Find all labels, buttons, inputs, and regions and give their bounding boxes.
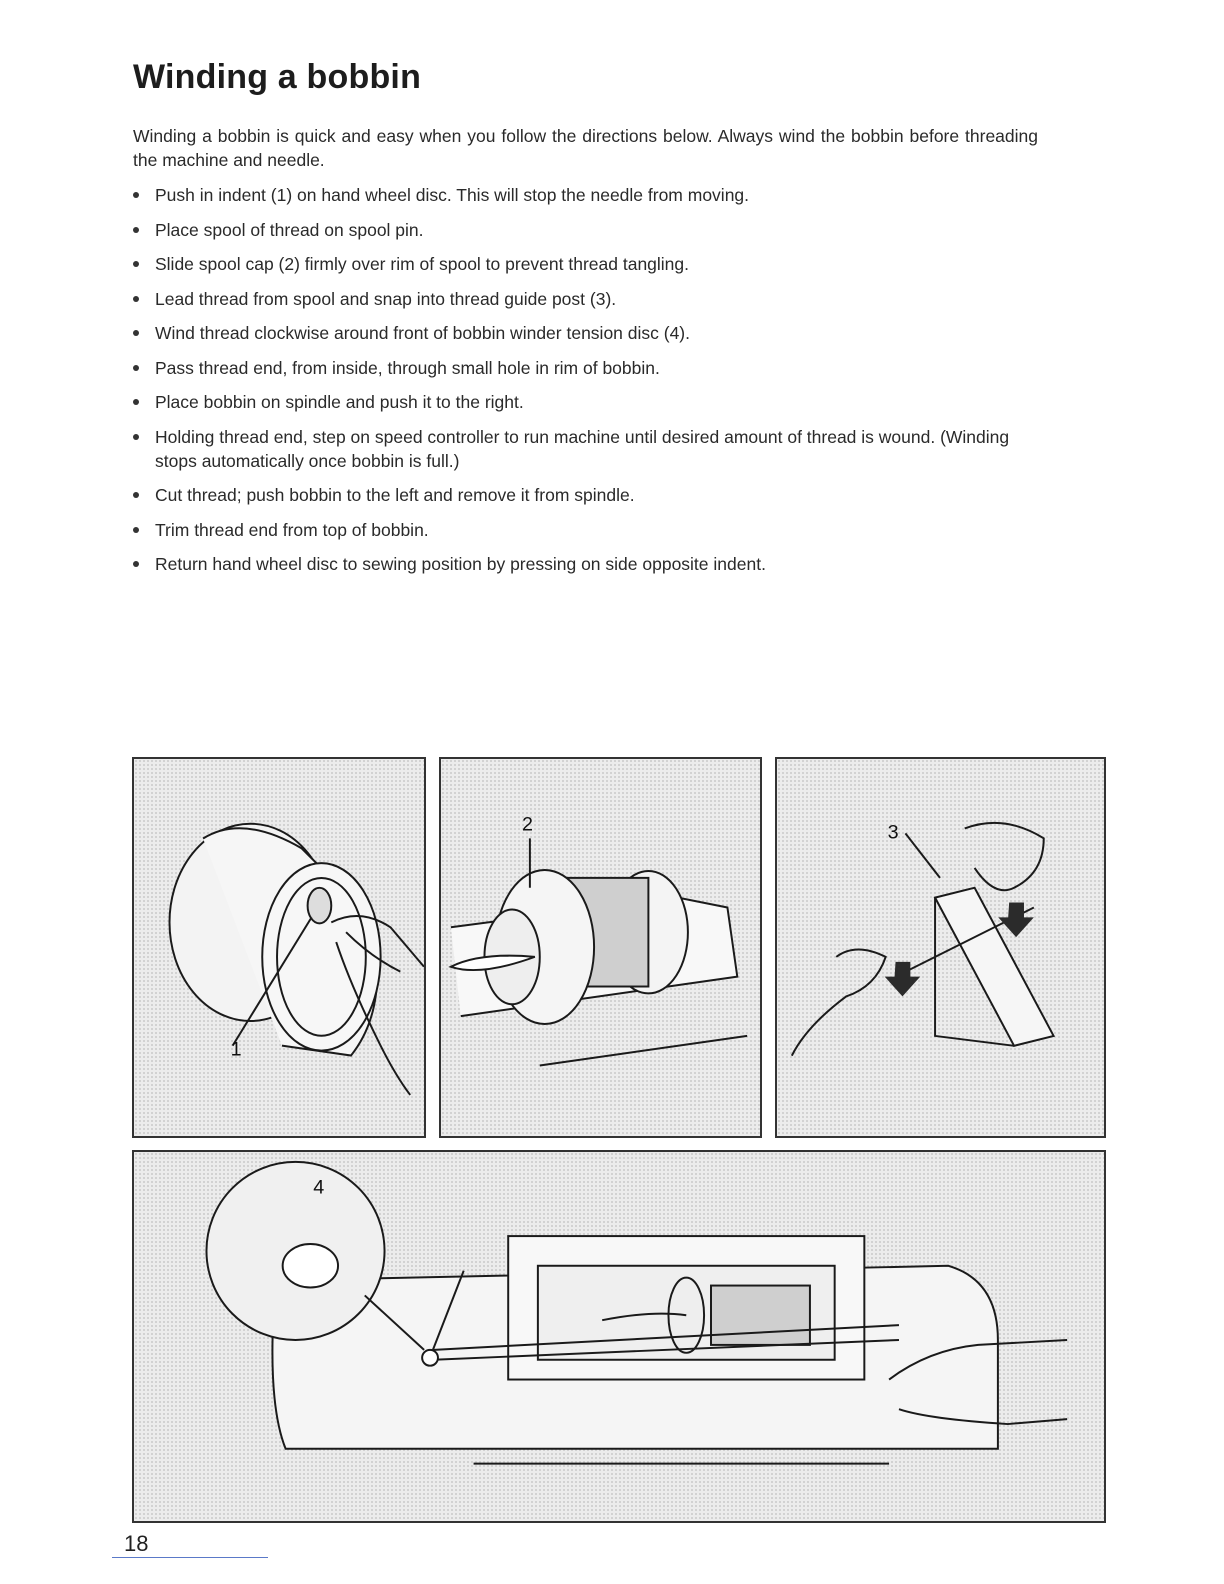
bullet-icon bbox=[133, 561, 139, 567]
callout-4: 4 bbox=[313, 1176, 325, 1199]
step-text: Holding thread end, step on speed controller to run machine until desired amount of thread is wound. (Winding stops automatically once bobbin is full.) bbox=[155, 426, 1010, 471]
step-item bbox=[133, 356, 1038, 380]
intro-paragraph: Winding a bobbin is quick and easy when you follow the directions below. Always wind the bobbin before threading the machine and needle. bbox=[133, 126, 1038, 170]
step-text: Trim thread end from top of bobbin. bbox=[155, 519, 429, 540]
step-item bbox=[133, 287, 1038, 311]
step-item bbox=[133, 321, 1038, 345]
step-item bbox=[133, 218, 1038, 242]
bobbin-winder-illustration bbox=[134, 1152, 1104, 1521]
step-item bbox=[133, 552, 1038, 576]
bullet-icon bbox=[133, 365, 139, 371]
hand-wheel-illustration bbox=[134, 759, 424, 1136]
bullet-icon bbox=[133, 261, 139, 267]
page-number: 18 bbox=[124, 1531, 149, 1556]
figure-spool-cap bbox=[439, 757, 762, 1138]
step-item bbox=[133, 390, 1038, 414]
bullet-icon bbox=[133, 296, 139, 302]
spool-cap-illustration bbox=[441, 759, 760, 1136]
step-item bbox=[133, 252, 1038, 276]
step-text: Slide spool cap (2) firmly over rim of spool to prevent thread tangling. bbox=[155, 254, 690, 274]
page-divider bbox=[112, 1557, 268, 1558]
bullet-icon bbox=[133, 227, 139, 233]
bullet-icon bbox=[133, 330, 139, 336]
step-text: Place spool of thread on spool pin. bbox=[155, 219, 424, 240]
figure-bobbin-winder bbox=[132, 1150, 1106, 1523]
step-text: Return hand wheel disc to sewing position by pressing on side opposite indent. bbox=[155, 554, 766, 574]
step-text: Cut thread; push bobbin to the left and remove it from spindle. bbox=[155, 485, 635, 505]
callout-1: 1 bbox=[230, 1038, 242, 1061]
step-item bbox=[133, 483, 1038, 507]
step-item bbox=[133, 518, 1038, 542]
callout-3: 3 bbox=[887, 821, 899, 844]
step-text: Pass thread end, from inside, through small hole in rim of bobbin. bbox=[155, 357, 660, 378]
callout-2: 2 bbox=[521, 813, 533, 836]
bullet-icon bbox=[133, 399, 139, 405]
step-text: Place bobbin on spindle and push it to the right. bbox=[155, 392, 524, 412]
figure-thread-guide bbox=[775, 757, 1106, 1138]
bullet-icon bbox=[133, 492, 139, 498]
page-title: Winding a bobbin bbox=[133, 58, 422, 96]
step-item bbox=[133, 425, 1038, 473]
step-text: Wind thread clockwise around front of bobbin winder tension disc (4). bbox=[155, 323, 690, 343]
figure-hand-wheel bbox=[132, 757, 426, 1138]
steps-list bbox=[133, 183, 1038, 587]
step-text: Lead thread from spool and snap into thread guide post (3). bbox=[155, 288, 617, 309]
step-item bbox=[133, 183, 1038, 207]
bullet-icon bbox=[133, 192, 139, 198]
thread-guide-illustration bbox=[777, 759, 1104, 1136]
step-text: Push in indent (1) on hand wheel disc. This will stop the needle from moving. bbox=[155, 185, 750, 205]
bullet-icon bbox=[133, 527, 139, 533]
bullet-icon bbox=[133, 434, 139, 440]
